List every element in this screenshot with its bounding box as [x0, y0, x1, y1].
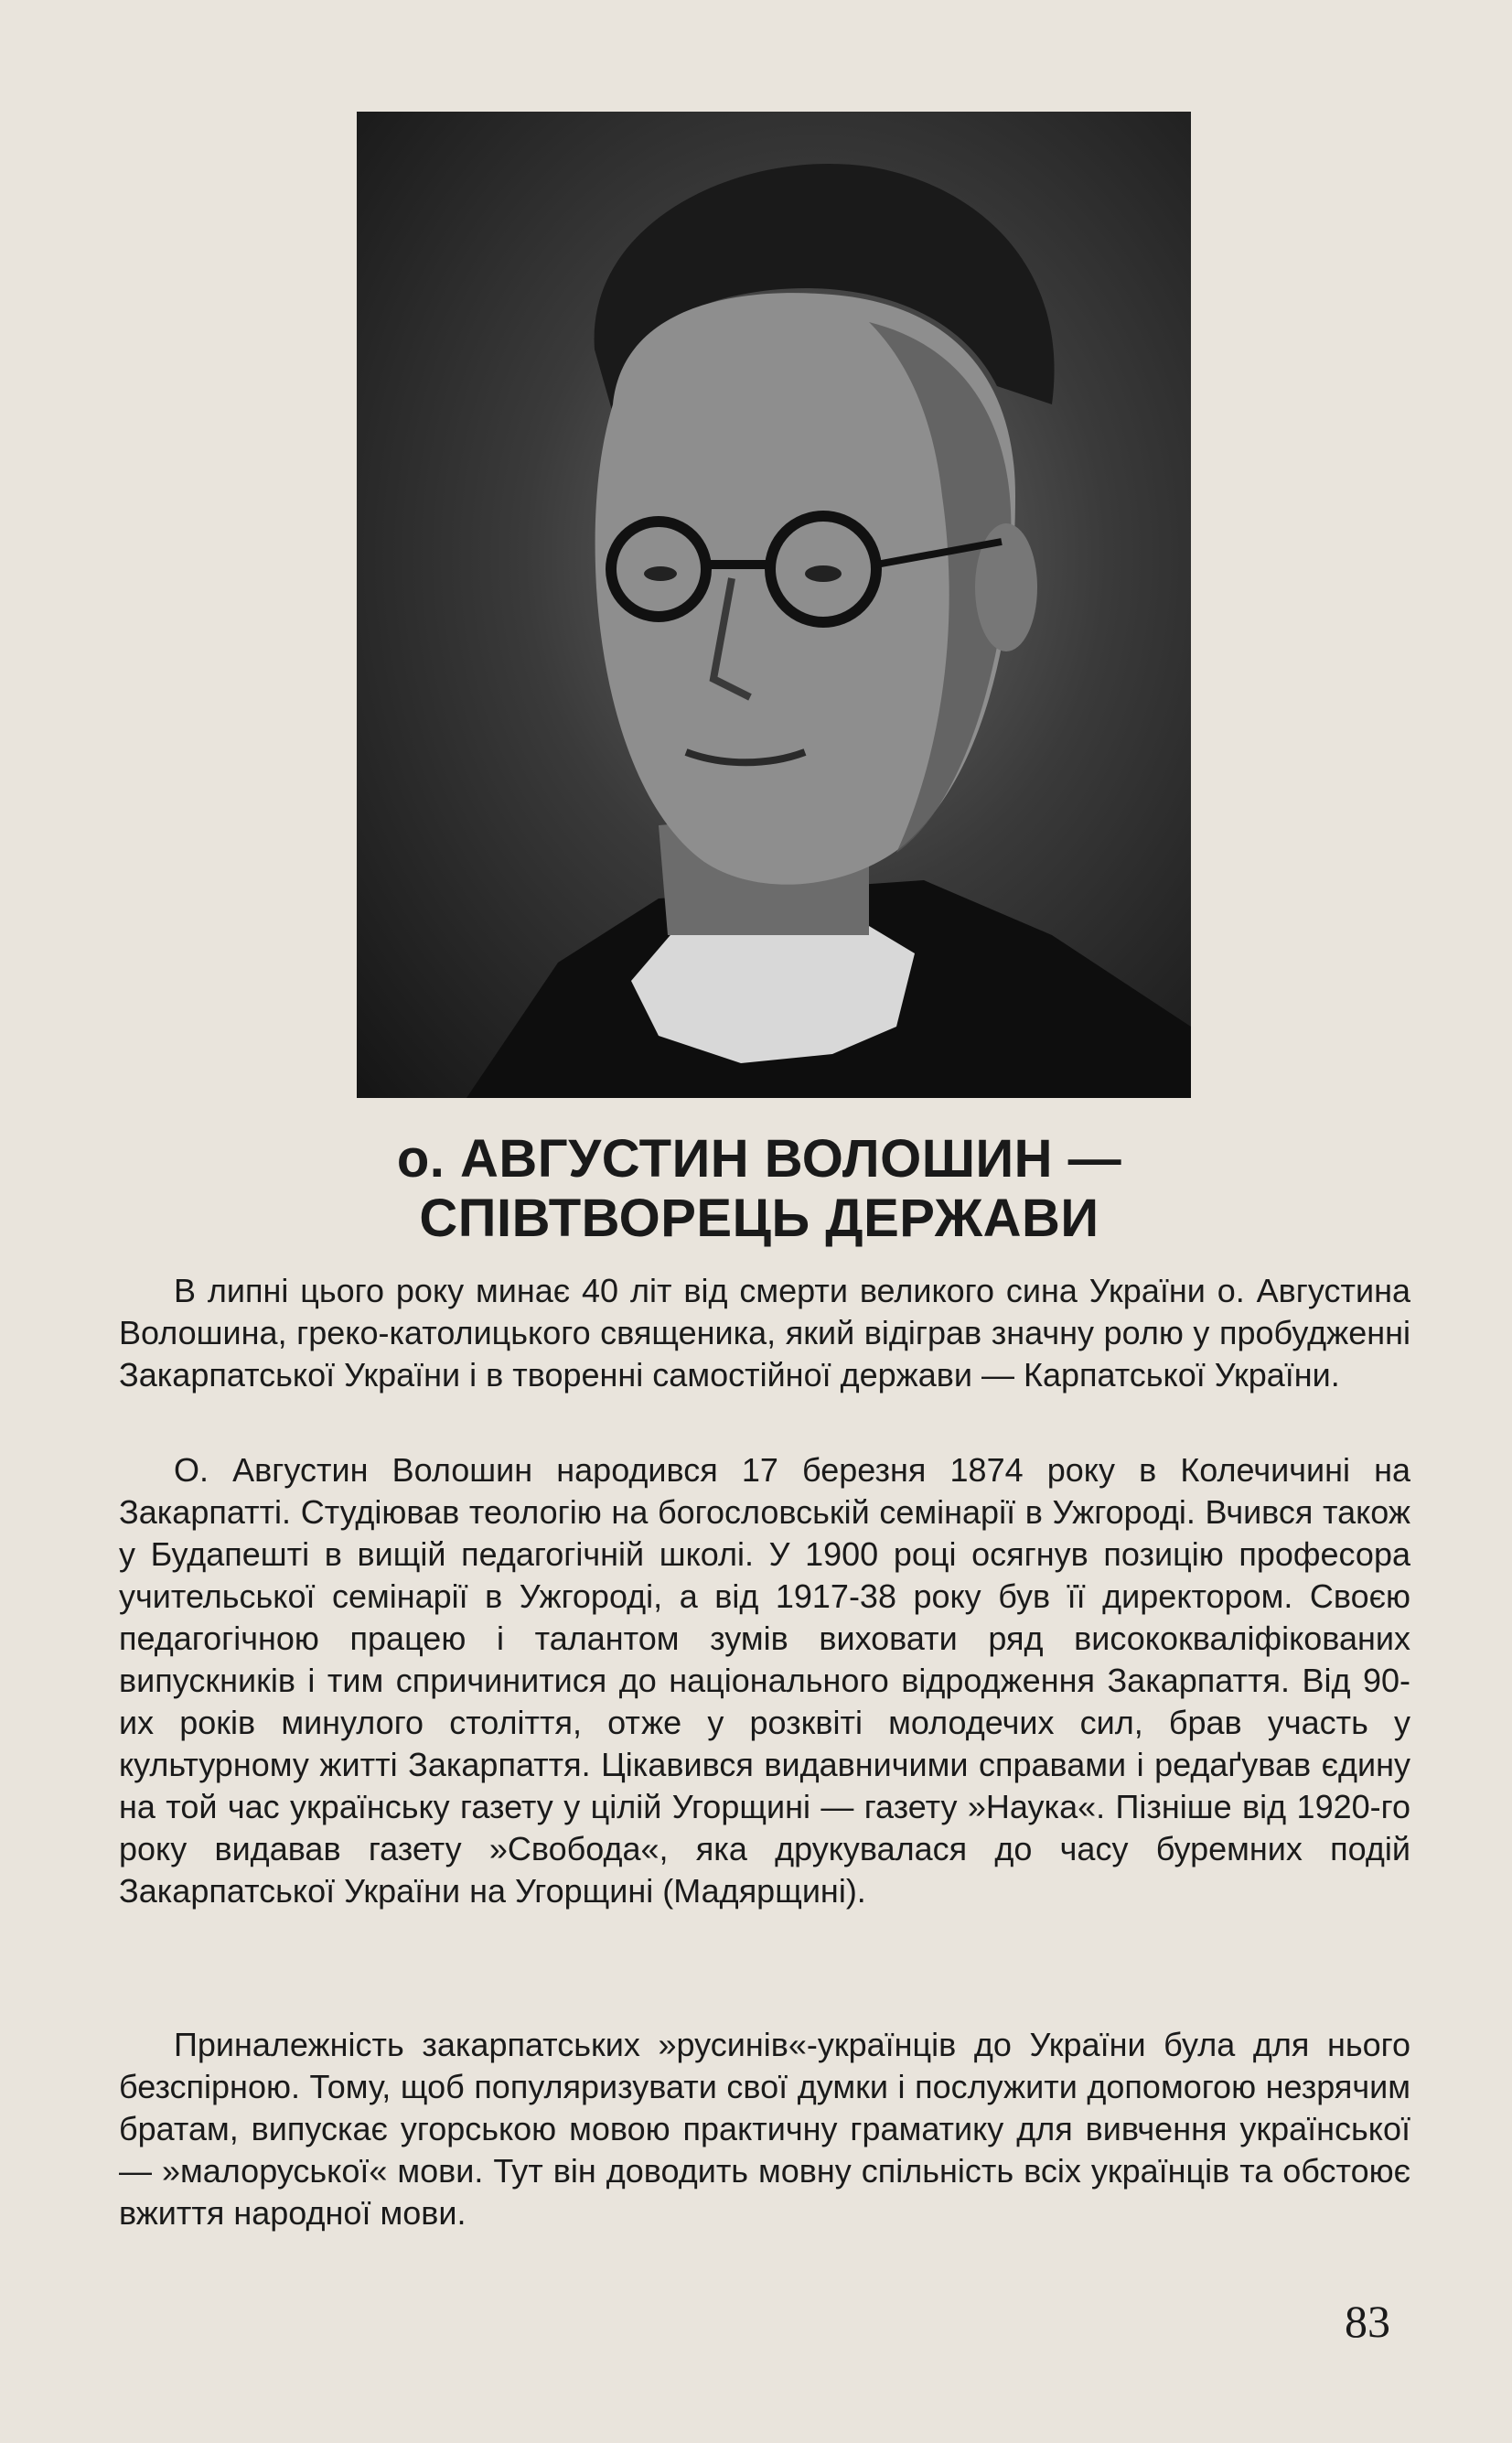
portrait-illustration — [357, 112, 1191, 1098]
article-title-line-1: о. АВГУСТИН ВОЛОШИН — — [396, 1129, 1122, 1189]
article-title-line-2: СПІВТВОРЕЦЬ ДЕРЖАВИ — [419, 1189, 1099, 1248]
paragraph-2: О. Августин Волошин народився 17 березня 1874 року в Колечичині на Закарпатті. Студіював теологію на богословській семінарії в Ужгороді. Вчився також у Будапешті в вищій педагогічній школі. У 1900 році осягнув позицію професора учительської семінарії в Ужгороді, а від 1917-38 року був її директором. Своєю педагогічною працею і талантом зумів виховати ряд висококваліфікованих випускників і тим спричинитися до національного відродження Закарпаття. Від 90-их років минулого століття, отже у розквіті молодечих сил, брав участь у культурному житті Закарпаття. Цікавився видавничими справами і редаґував єдину на той час українську газету у цілій Угорщині — газету »Наука«. Пізніше від 1920-го року видавав газету »Свобода«, яка друкувалася до часу буремних подій Закарпатської України на Угорщині (Мадярщині). — [119, 1451, 1410, 1910]
portrait-photo — [357, 112, 1191, 1098]
page-number: 83 — [1345, 2296, 1390, 2347]
paragraph-3: Приналежність закарпатських »русинів«-українців до України була для нього безспірною. Тому, щоб популяризувати свої думки і послужити допомогою незрячим братам, випускає угорською мовою практичну граматику для вивчення української — »малоруської« мови. Тут він доводить мовну спільність всіх українців та обстоює вжиття народної мови. — [119, 2026, 1410, 2232]
paragraph-1: В липні цього року минає 40 літ від смерти великого сина України о. Августина Волошина, греко-католицького священика, який відіграв значну ролю у пробудженні Закарпатської України і в творенні самостійної держави — Карпатської України. — [119, 1272, 1410, 1394]
